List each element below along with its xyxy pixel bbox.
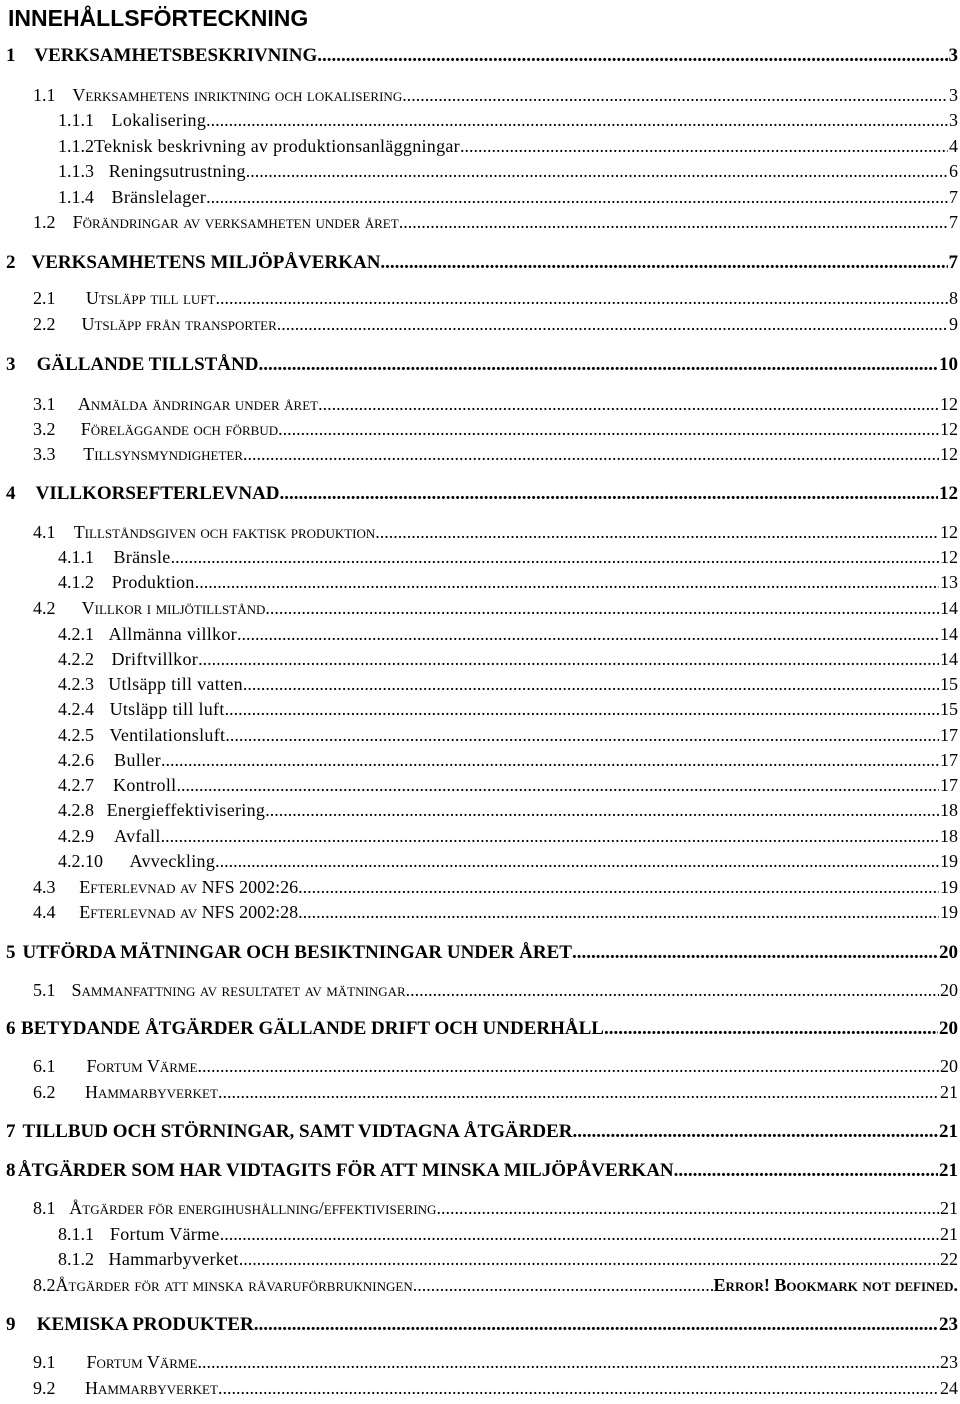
toc-entry[interactable] <box>0 1018 960 1044</box>
dot-leader <box>237 624 939 645</box>
toc-entry[interactable] <box>0 252 960 278</box>
toc-entry[interactable] <box>0 649 960 675</box>
dot-leader <box>375 522 939 543</box>
toc-entry-title: Hammarbyverket <box>109 1249 239 1270</box>
dot-leader <box>225 725 939 746</box>
toc-entry-number: 2 <box>0 252 32 274</box>
toc-entry-number: 4.3 <box>0 877 79 898</box>
toc-entry-page: Error! Bookmark not defined. <box>713 1275 960 1296</box>
toc-entry-title: Kontroll <box>113 775 176 796</box>
toc-entry-number: 1.1.1 <box>0 110 112 131</box>
toc-entry[interactable] <box>0 624 960 650</box>
toc-entry-number: 1.1.2 <box>0 136 94 157</box>
dot-leader <box>246 161 948 182</box>
dot-leader <box>195 572 939 593</box>
toc-entry-number: 1.1.3 <box>0 161 109 182</box>
toc-entry-title: Utsläpp till luft <box>110 699 225 720</box>
toc-entry-page: 20 <box>938 1018 960 1040</box>
toc-entry[interactable] <box>0 750 960 776</box>
toc-entry-page: 3 <box>948 85 960 106</box>
dot-leader <box>318 394 939 415</box>
toc-entry-number: 6 <box>0 1018 21 1040</box>
toc-entry-number: 4.1.2 <box>0 572 112 593</box>
toc-entry[interactable] <box>0 212 960 238</box>
toc-entry-title: VILLKORSEFTERLEVNAD <box>36 483 280 505</box>
dot-leader <box>460 136 948 157</box>
toc-entry-number: 6.1 <box>0 1056 87 1077</box>
toc-entry-title: Ventilationsluft <box>110 725 226 746</box>
toc-entry-page: 19 <box>939 877 960 898</box>
toc-entry-page: 7 <box>948 212 960 233</box>
toc-entry-page: 20 <box>938 942 960 964</box>
dot-leader <box>215 851 939 872</box>
toc-entry[interactable] <box>0 1198 960 1224</box>
toc-entry[interactable] <box>0 1249 960 1275</box>
toc-entry-page: 15 <box>939 674 960 695</box>
toc-entry-title: Driftvillkor <box>111 649 198 670</box>
toc-entry-page: 9 <box>948 314 960 335</box>
toc-entry[interactable] <box>0 1056 960 1082</box>
toc-entry[interactable] <box>0 725 960 751</box>
toc-entry-title: Reningsutrustning <box>109 161 246 182</box>
toc-entry[interactable] <box>0 547 960 573</box>
toc-entry-page: 18 <box>939 826 960 847</box>
dot-leader <box>254 1314 938 1336</box>
dot-leader <box>197 1056 939 1077</box>
toc-entry[interactable] <box>0 1378 960 1404</box>
toc-entry-title: Efterlevnad av NFS 2002:26 <box>79 877 298 898</box>
toc-entry-page: 21 <box>939 1198 960 1219</box>
toc-entry-title: Teknisk beskrivning av produktionsanläggningar <box>94 136 460 157</box>
toc-entry-title: TILLBUD OCH STÖRNINGAR, SAMT VIDTAGNA ÅTGÄRDER <box>22 1121 572 1143</box>
toc-entry-page: 3 <box>948 45 960 67</box>
toc-entry-number: 1.1.4 <box>0 187 112 208</box>
toc-entry-number: 4.4 <box>0 902 79 923</box>
toc-entry-title: Bränslelager <box>112 187 207 208</box>
toc-entry[interactable] <box>0 1224 960 1250</box>
toc-entry-title: Energieffektivisering <box>107 800 266 821</box>
toc-entry[interactable] <box>0 161 960 187</box>
toc-entry-page: 22 <box>939 1249 960 1270</box>
toc-entry[interactable] <box>0 85 960 111</box>
dot-leader <box>206 110 948 131</box>
toc-entry-page: 7 <box>948 252 960 274</box>
dot-leader <box>197 1352 939 1373</box>
toc-entry[interactable] <box>0 942 960 968</box>
toc-entry-title: Anmälda ändringar under året <box>78 394 318 415</box>
toc-entry-number: 2.1 <box>0 288 86 309</box>
toc-entry-title: Utsläpp från transporter <box>81 314 276 335</box>
toc-entry-title: BETYDANDE ÅTGÄRDER GÄLLANDE DRIFT OCH UNDERHÅLL <box>21 1018 604 1040</box>
toc-entry-title: Allmänna villkor <box>109 624 237 645</box>
toc-entry-title: VERKSAMHETSBESKRIVNING <box>34 45 317 67</box>
dot-leader <box>220 1224 939 1245</box>
toc-entry[interactable] <box>0 136 960 162</box>
dot-leader <box>572 1121 938 1143</box>
toc-entry-number: 4.2.9 <box>0 826 114 847</box>
toc-entry-number: 3.2 <box>0 419 81 440</box>
dot-leader <box>413 1275 713 1296</box>
toc-entry-number: 4.2.4 <box>0 699 110 720</box>
toc-entry-title: Bränsle <box>113 547 170 568</box>
toc-entry[interactable] <box>0 674 960 700</box>
toc-entry-title: Tillsynsmyndigheter <box>83 444 243 465</box>
toc-entry-title: Hammarbyverket <box>85 1082 218 1103</box>
toc-entry-number: 4.2.3 <box>0 674 108 695</box>
toc-entry-page: 23 <box>938 1314 960 1336</box>
dot-leader <box>317 45 947 67</box>
toc-entry[interactable] <box>0 1082 960 1108</box>
toc-entry-title: Utlsäpp till vatten <box>108 674 243 695</box>
toc-entry-page: 17 <box>939 725 960 746</box>
toc-entry-page: 10 <box>938 354 960 376</box>
toc-entry-title: UTFÖRDA MÄTNINGAR OCH BESIKTNINGAR UNDER ÅRET <box>22 942 571 964</box>
toc-entry-title: Föreläggande och förbud <box>81 419 278 440</box>
toc-entry-number: 9.2 <box>0 1378 85 1399</box>
toc-entry-page: 20 <box>939 1056 960 1077</box>
dot-leader <box>243 674 939 695</box>
toc-entry-number: 8.1.1 <box>0 1224 110 1245</box>
dot-leader <box>161 750 939 771</box>
toc-entry-page: 4 <box>948 136 960 157</box>
toc-entry[interactable] <box>0 419 960 445</box>
toc-entry-page: 12 <box>939 394 960 415</box>
toc-entry[interactable] <box>0 187 960 213</box>
toc-entry-page: 12 <box>939 522 960 543</box>
toc-entry-number: 4 <box>0 483 36 505</box>
toc-entry-title: Hammarbyverket <box>85 1378 218 1399</box>
toc-entry-page: 18 <box>939 800 960 821</box>
toc-entry[interactable] <box>0 483 960 509</box>
toc-entry-title: Åtgärder för att minska råvaruförbrukningen <box>56 1275 413 1296</box>
dot-leader <box>265 598 939 619</box>
toc-entry-page: 12 <box>939 444 960 465</box>
toc-entry-number: 7 <box>0 1121 22 1143</box>
toc-entry-number: 2.2 <box>0 314 81 335</box>
toc-entry-title: KEMISKA PRODUKTER <box>37 1314 254 1336</box>
toc-entry-page: 13 <box>939 572 960 593</box>
toc-entry[interactable] <box>0 522 960 548</box>
toc-entry-page: 6 <box>948 161 960 182</box>
toc-entry-number: 8.1 <box>0 1198 69 1219</box>
toc-entry-title: Avveckling <box>129 851 215 872</box>
toc-entry[interactable] <box>0 775 960 801</box>
dot-leader <box>604 1018 938 1040</box>
dot-leader <box>298 877 939 898</box>
toc-entry-title: Verksamhetens inriktning och lokalisering <box>72 85 402 106</box>
toc-entry[interactable] <box>0 1314 960 1340</box>
toc-entry-number: 1 <box>0 45 34 67</box>
dot-leader <box>218 1378 939 1399</box>
toc-entry[interactable] <box>0 110 960 136</box>
toc-entry-page: 21 <box>938 1160 960 1182</box>
toc-entry-page: 3 <box>948 110 960 131</box>
toc-entry-number: 4.2.10 <box>0 851 129 872</box>
toc-entry[interactable] <box>0 288 960 314</box>
toc-entry[interactable] <box>0 572 960 598</box>
toc-entry[interactable] <box>0 1121 960 1147</box>
toc-entry-number: 4.2.2 <box>0 649 111 670</box>
dot-leader <box>171 547 939 568</box>
toc-entry[interactable] <box>0 354 960 380</box>
toc-entry-title: Efterlevnad av NFS 2002:28 <box>79 902 298 923</box>
dot-leader <box>572 942 938 964</box>
dot-leader <box>225 699 939 720</box>
dot-leader <box>402 85 948 106</box>
toc-entry[interactable] <box>0 800 960 826</box>
toc-entry-page: 19 <box>939 902 960 923</box>
toc-entry-page: 20 <box>939 980 960 1001</box>
toc-entry-title: Åtgärder för energihushållning/effektivisering <box>69 1198 436 1219</box>
dot-leader <box>380 252 947 274</box>
toc-entry[interactable] <box>0 1275 960 1301</box>
toc-entry-title: Fortum Värme <box>87 1056 198 1077</box>
dot-leader <box>198 649 939 670</box>
toc-entry[interactable] <box>0 598 960 624</box>
toc-entry-title: Lokalisering <box>112 110 207 131</box>
toc-entry[interactable] <box>0 444 960 470</box>
toc-entry-number: 4.2 <box>0 598 82 619</box>
toc-entry-page: 21 <box>938 1121 960 1143</box>
dot-leader <box>206 187 948 208</box>
toc-entry-number: 4.2.8 <box>0 800 107 821</box>
toc-entry[interactable] <box>0 314 960 340</box>
toc-entry-title: Fortum Värme <box>87 1352 198 1373</box>
toc-entry-number: 4.1 <box>0 522 74 543</box>
toc-entry-number: 4.2.5 <box>0 725 110 746</box>
toc-entry[interactable] <box>0 851 960 877</box>
toc-entry-page: 17 <box>939 775 960 796</box>
dot-leader <box>243 444 939 465</box>
dot-leader <box>265 800 939 821</box>
toc-entry-number: 3.3 <box>0 444 83 465</box>
toc-entry-number: 9.1 <box>0 1352 87 1373</box>
toc-entry-number: 6.2 <box>0 1082 85 1103</box>
toc-entry-number: 5.1 <box>0 980 72 1001</box>
toc-entry-title: Tillståndsgiven och faktisk produktion <box>74 522 376 543</box>
dot-leader <box>258 354 938 376</box>
toc-entry[interactable] <box>0 1160 960 1186</box>
toc-entry-page: 7 <box>948 187 960 208</box>
dot-leader <box>436 1198 939 1219</box>
toc-entry-page: 17 <box>939 750 960 771</box>
toc-entry-number: 4.2.7 <box>0 775 113 796</box>
toc-entry-number: 9 <box>0 1314 37 1336</box>
toc-entry-number: 8.1.2 <box>0 1249 109 1270</box>
toc-entry-page: 19 <box>939 851 960 872</box>
toc-entry-title: ÅTGÄRDER SOM HAR VIDTAGITS FÖR ATT MINSKA MILJÖPÅVERKAN <box>18 1160 674 1182</box>
dot-leader <box>176 775 939 796</box>
toc-entry-number: 1.1 <box>0 85 72 106</box>
toc-entry-page: 24 <box>939 1378 960 1399</box>
dot-leader <box>674 1160 938 1182</box>
dot-leader <box>399 212 948 233</box>
dot-leader <box>280 483 938 505</box>
dot-leader <box>161 826 939 847</box>
toc-entry-page: 12 <box>938 483 960 505</box>
toc-entry-page: 14 <box>939 649 960 670</box>
toc-entry-number: 3 <box>0 354 37 376</box>
dot-leader <box>218 1082 939 1103</box>
dot-leader <box>277 314 948 335</box>
dot-leader <box>216 288 949 309</box>
toc-entry-number: 8.2 <box>0 1275 56 1296</box>
toc-entry-page: 14 <box>939 598 960 619</box>
toc-entry[interactable] <box>0 394 960 420</box>
toc-entry[interactable] <box>0 45 960 71</box>
toc-entry-title: Avfall <box>114 826 160 847</box>
toc-entry-title: VERKSAMHETENS MILJÖPÅVERKAN <box>32 252 381 274</box>
dot-leader <box>406 980 939 1001</box>
dot-leader <box>239 1249 939 1270</box>
toc-heading: INNEHÅLLSFÖRTECKNING <box>8 4 308 32</box>
toc-entry[interactable] <box>0 699 960 725</box>
toc-entry-title: Buller <box>114 750 161 771</box>
toc-entry[interactable] <box>0 826 960 852</box>
toc-entry-page: 12 <box>939 547 960 568</box>
toc-entry-number: 4.1.1 <box>0 547 113 568</box>
toc-entry-title: Villkor i miljötillstånd <box>82 598 266 619</box>
toc-entry-number: 3.1 <box>0 394 78 415</box>
dot-leader <box>278 419 939 440</box>
toc-entry[interactable] <box>0 980 960 1006</box>
toc-entry-title: Sammanfattning av resultatet av mätningar <box>72 980 406 1001</box>
toc-entry-number: 4.2.6 <box>0 750 114 771</box>
toc-entry-page: 14 <box>939 624 960 645</box>
toc-entry-number: 8 <box>0 1160 18 1182</box>
toc-entry-page: 21 <box>939 1224 960 1245</box>
toc-entry-number: 1.2 <box>0 212 73 233</box>
toc-entry-title: GÄLLANDE TILLSTÅND <box>37 354 259 376</box>
toc-entry-number: 5 <box>0 942 22 964</box>
toc-entry[interactable] <box>0 902 960 928</box>
toc-entry-page: 23 <box>939 1352 960 1373</box>
toc-entry-title: Utsläpp till luft <box>86 288 216 309</box>
toc-entry-page: 21 <box>939 1082 960 1103</box>
toc-entry-page: 12 <box>939 419 960 440</box>
toc-entry-page: 15 <box>939 699 960 720</box>
dot-leader <box>298 902 939 923</box>
toc-entry-title: Fortum Värme <box>110 1224 220 1245</box>
toc-entry-title: Produktion <box>112 572 195 593</box>
toc-entry-title: Förändringar av verksamheten under året <box>73 212 399 233</box>
toc-entry-number: 4.2.1 <box>0 624 109 645</box>
toc-entry[interactable] <box>0 877 960 903</box>
toc-entry-page: 8 <box>948 288 960 309</box>
toc-entry[interactable] <box>0 1352 960 1378</box>
